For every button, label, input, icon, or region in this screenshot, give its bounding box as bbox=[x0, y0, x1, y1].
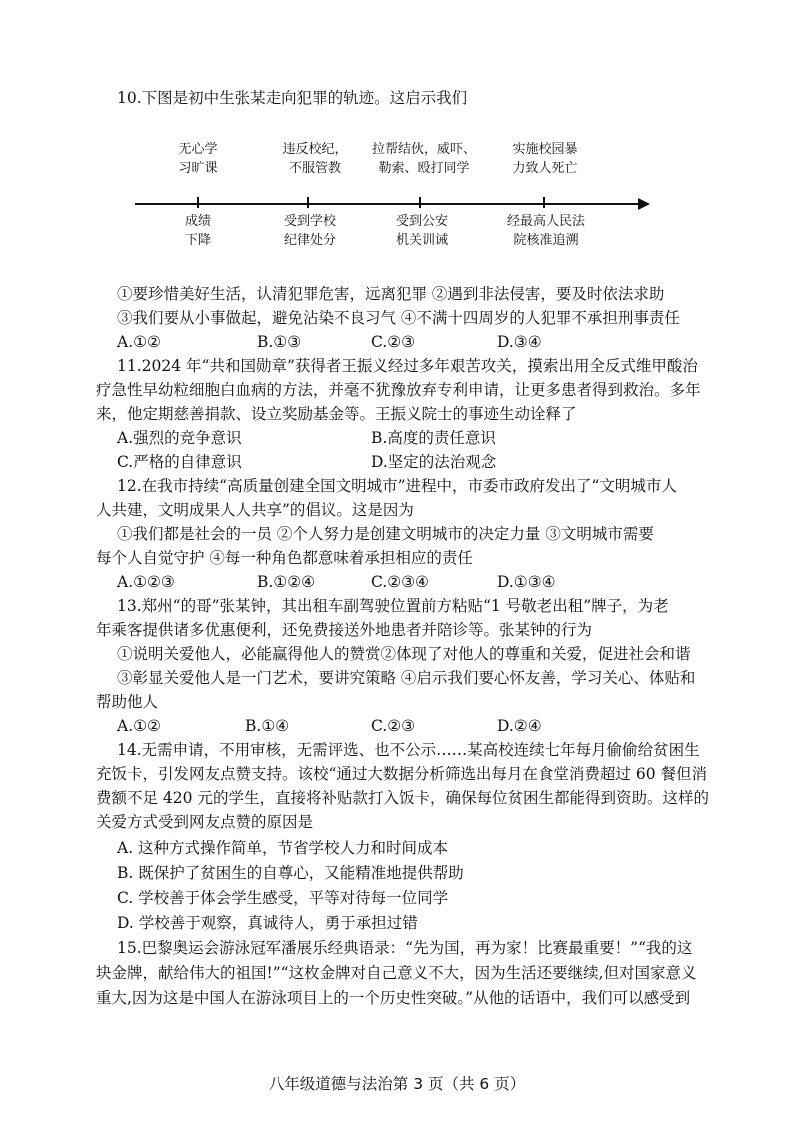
q12-option-a[interactable]: A.①②③ bbox=[117, 573, 175, 591]
q11-option-a[interactable]: A.强烈的竞争意识 bbox=[117, 429, 242, 447]
q10-stem: 10.下图是初中生张某走向犯罪的轨迹。这启示我们 bbox=[117, 89, 468, 107]
q12-statement-1: ①我们都是社会的一员 ②个人努力是创建文明城市的决定力量 ③文明城市需要 bbox=[117, 525, 654, 543]
q14-line-1: 14.无需申请，不用审核，无需评选、也不公示……某高校连续七年每月偷偷给贫困生 bbox=[117, 741, 700, 759]
q14-option-b[interactable]: B. 既保护了贫困生的自尊心，又能精准地提供帮助 bbox=[117, 864, 464, 882]
timeline-tick bbox=[419, 197, 421, 208]
q12-option-b[interactable]: B.①②④ bbox=[257, 573, 316, 591]
q10-option-b[interactable]: B.①③ bbox=[257, 333, 302, 351]
q10-statement-2: ③我们要从小事做起，避免沾染不良习气 ④不满十四周岁的人犯罪不承担刑事责任 bbox=[117, 309, 680, 327]
q11-line-3: 来，他定期慈善捐款、设立奖励基金等。王振义院士的事迹生动诠释了 bbox=[96, 405, 577, 423]
q12-line-1: 12.在我市持续“高质量创建全国文明城市”进程中，市委市政府发出了“文明城市人 bbox=[117, 477, 677, 495]
q10-option-d[interactable]: D.③④ bbox=[497, 333, 542, 351]
q13-option-b[interactable]: B.①④ bbox=[245, 717, 290, 735]
q13-statement-1: ①说明关爱他人，必能赢得他人的赞赏②体现了对他人的尊重和关爱，促进社会和谐 bbox=[117, 645, 691, 663]
timeline-tick bbox=[197, 197, 199, 208]
q13-line-1: 13.郑州“的哥”张某钟，其出租车副驾驶位置前方粘贴“1 号敬老出租”牌子，为老 bbox=[117, 597, 669, 615]
timeline-bottom-3: 受到公安 机关训诫 bbox=[395, 214, 448, 248]
q12-line-2: 人共建，文明成果人人共享”的倡议。这是因为 bbox=[96, 501, 414, 519]
q12-option-d[interactable]: D.①③④ bbox=[497, 573, 556, 591]
q13-line-2: 年乘客提供诸多优惠便利，还免费接送外地患者并陪诊等。张某钟的行为 bbox=[96, 621, 593, 639]
timeline-top-4: 实施校园暴 力致人死亡 bbox=[512, 142, 578, 176]
q11-option-c[interactable]: C.严格的自律意识 bbox=[117, 453, 242, 471]
timeline-bottom-2: 受到学校 纪律处分 bbox=[283, 214, 336, 248]
q13-statement-3: 帮助他人 bbox=[96, 693, 159, 711]
q14-option-c[interactable]: C. 学校善于体会学生感受，平等对待每一位同学 bbox=[117, 889, 449, 907]
q14-line-2: 充饭卡，引发网友点赞支持。该校“通过大数据分析筛选出每月在食堂消费超过 60 餐但消 bbox=[96, 765, 708, 783]
timeline-bottom-1: 成绩 下降 bbox=[184, 214, 211, 248]
timeline-tick bbox=[543, 197, 545, 208]
q11-option-d[interactable]: D.坚定的法治观念 bbox=[371, 453, 497, 471]
q15-line-1: 15.巴黎奥运会游泳冠军潘展乐经典语录：“先为国，再为家！比赛最重要！”“我的这 bbox=[117, 939, 693, 957]
q14-line-3: 费额不足 420 元的学生，直接将补贴款打入饭卡，确保每位贫困生都能得到资助。这样的 bbox=[96, 789, 709, 807]
q10-option-c[interactable]: C.②③ bbox=[371, 333, 416, 351]
q14-line-4: 关爱方式受到网友点赞的原因是 bbox=[96, 813, 314, 831]
q11-option-b[interactable]: B.高度的责任意识 bbox=[371, 429, 496, 447]
q14-option-a[interactable]: A. 这种方式操作简单，节省学校人力和时间成本 bbox=[117, 839, 449, 857]
q13-option-d[interactable]: D.②④ bbox=[497, 717, 542, 735]
q13-option-a[interactable]: A.①② bbox=[117, 717, 161, 735]
q11-line-2: 疗急性早幼粒细胞白血病的方法，并毫不犹豫放弃专利申请，让更多患者得到救治。多年 bbox=[96, 381, 701, 399]
q13-statement-2: ③彰显关爱他人是一门艺术，要讲究策略 ④启示我们要心怀友善，学习关心、体贴和 bbox=[117, 669, 696, 687]
q12-statement-2: 每个人自觉守护 ④每一种角色都意味着承担相应的责任 bbox=[96, 549, 473, 567]
q10-statement-1: ①要珍惜美好生活，认清犯罪危害，远离犯罪 ②遇到非法侵害，要及时依法求助 bbox=[117, 285, 665, 303]
timeline-top-3: 拉帮结伙，威吓、 勒索、殴打同学 bbox=[371, 142, 476, 176]
page-footer: 八年级道德与法治第 3 页（共 6 页） bbox=[268, 1075, 526, 1093]
timeline-arrow-icon bbox=[638, 198, 650, 210]
timeline-axis bbox=[135, 203, 642, 205]
timeline-top-2: 违反校纪， 不服管教 bbox=[282, 142, 348, 176]
q10-option-a[interactable]: A.①② bbox=[117, 333, 161, 351]
q15-line-3: 重大,因为这是中国人在游泳项目上的一个历史性突破。”从他的话语中，我们可以感受到 bbox=[96, 989, 691, 1007]
q13-option-c[interactable]: C.②③ bbox=[371, 717, 416, 735]
q12-option-c[interactable]: C.②③④ bbox=[371, 573, 429, 591]
timeline-tick bbox=[307, 197, 309, 208]
q15-line-2: 块金牌，献给伟大的祖国!”“这枚金牌对自己意义不大，因为生活还要继续,但对国家意义 bbox=[96, 964, 697, 982]
q11-line-1: 11.2024 年“共和国勋章”获得者王振义经过多年艰苦攻关，摸索出用全反式维甲酸治 bbox=[117, 357, 698, 375]
q14-option-d[interactable]: D. 学校善于观察，真诚待人，勇于承担过错 bbox=[117, 914, 418, 932]
timeline-bottom-4: 经最高人民法 院核准追溯 bbox=[506, 214, 585, 248]
timeline-top-1: 无心学 习旷课 bbox=[178, 142, 218, 176]
